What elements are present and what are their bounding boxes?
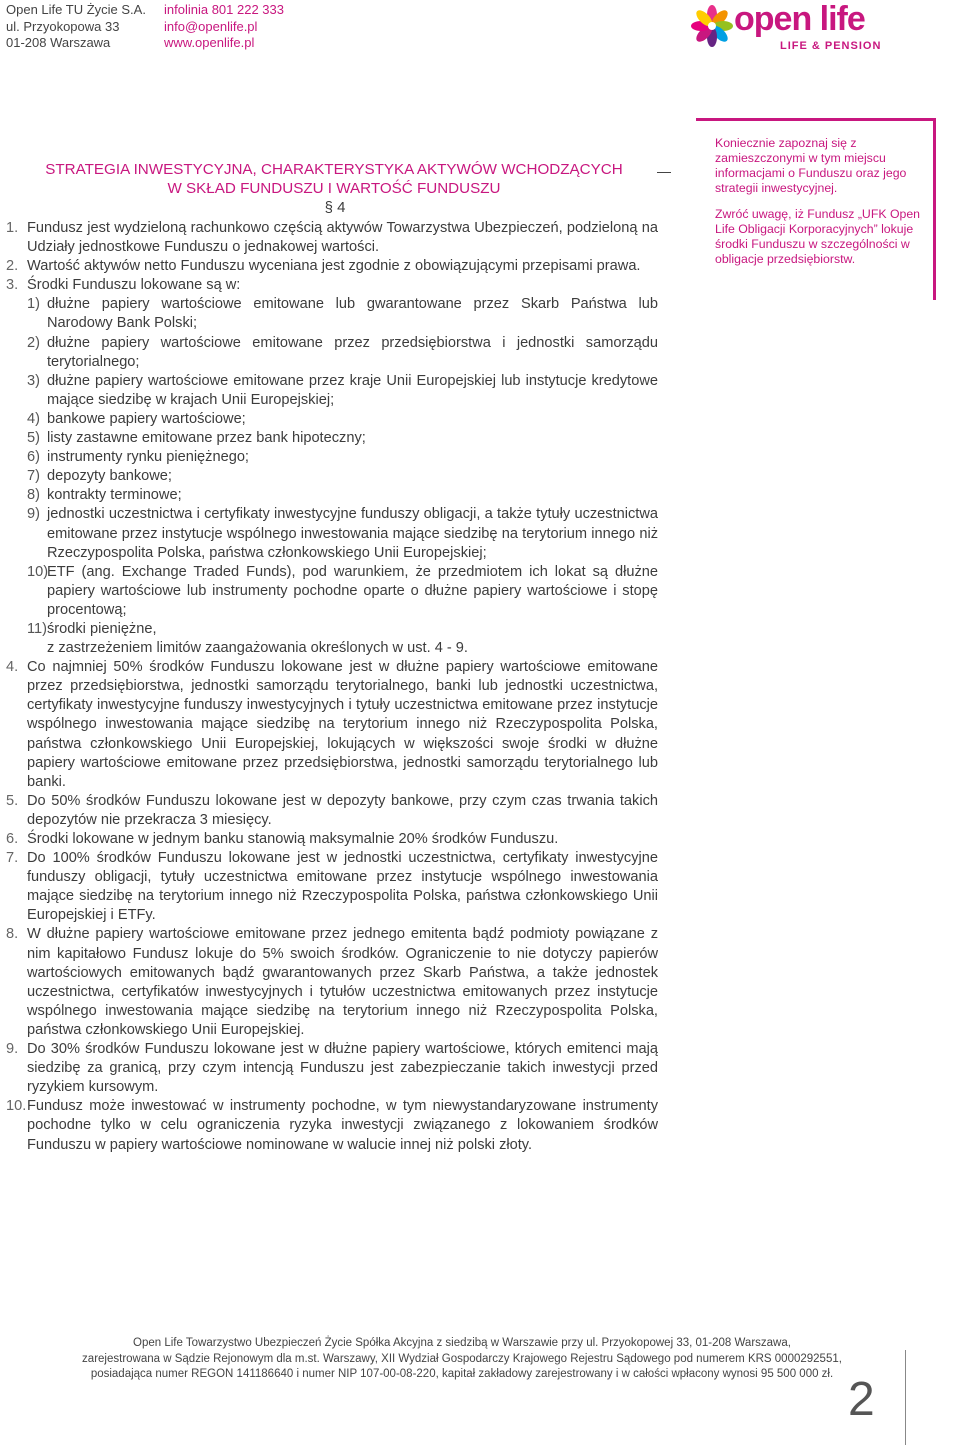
- sub-list-item: 9) jednostki uczestnictwa i certyfikaty inwestycyjne funduszy obligacji, a także tytuły uczestnictwa emitowane przez instytucje wspólnego inwestowania mające siedzibę na terytorium innego niż Rzeczypospolita Polska, państwa członkowskiego Unii Europejskiej;: [27, 506, 658, 561]
- list-item: 5. Do 50% środków Funduszu lokowane jest w depozyty bankowe, przy czym czas trwania takich depozytów nie przekracza 3 miesięcy.: [6, 792, 658, 828]
- company-street: ul. Przyokopowa 33: [6, 18, 120, 34]
- main-content: [6, 219, 658, 1155]
- sub-list-item: 1) dłużne papiery wartościowe emitowane lub gwarantowane przez Skarb Państwa lub Narodowy Bank Polski;: [27, 296, 658, 332]
- sidebar-note-2: Zwróć uwagę, iż Fundusz „UFK Open Life Obligacji Korporacyjnych” lokuje środki Funduszu w szczególności w obligacje przedsiębiorstw.: [715, 207, 921, 266]
- sub-list-item: 11) środki pieniężne,: [27, 620, 157, 637]
- company-contact: [164, 2, 284, 52]
- footer-line-3: posiadająca numer REGON 141186640 i numer NIP 107-00-08-220, kapitał zakładowy zarejestrowany i w całości wpłacony wynosi 95 500 000 zł.: [90, 1368, 834, 1381]
- open-life-logo: [690, 2, 890, 54]
- logo-text: open life: [734, 0, 865, 38]
- list-item: 4. Co najmniej 50% środków Funduszu lokowane jest w dłużne papiery wartościowe emitowane przez przedsiębiorstwa, jednostki samorządu terytorialnego, banki lub jednostki uczestnictwa, certyfikaty inwestycyjne funduszy inwestycyjnych i tytuły uczestnictwa emitowane przez instytucje wspólnego inwestowania mające siedzibę na terytorium innego niż Rzeczypospolita Polska, państwa członkowskiego Unii Europejskiej, lokujących w większości swoje środki w dłużne papiery wartościowe emitowane przez przedsiębiorstwa, jednostki samorządu terytorialnego lub banki.: [6, 659, 658, 790]
- list-item: 1. Fundusz jest wydzieloną rachunkowo częścią aktywów Towarzystwa Ubezpieczeń, podzieloną na Udziały jednostkowe Funduszu o jednakowej wartości.: [6, 220, 658, 256]
- company-name: Open Life TU Życie S.A.: [6, 2, 146, 17]
- flower-icon: [690, 4, 734, 48]
- title-line-1: STRATEGIA INWESTYCYJNA, CHARAKTERYSTYKA AKTYWÓW WCHODZĄCYCH: [45, 161, 623, 178]
- footer-line-2: zarejestrowana w Sądzie Rejonowym dla m.st. Warszawy, XII Wydział Gospodarczy Krajowego Rejestru Sądowego pod numerem KRS 0000292551,: [82, 1352, 842, 1365]
- document-title: [0, 160, 668, 198]
- list-item: 9. Do 30% środków Funduszu lokowane jest w dłużne papiery wartościowe, których emitenci mają siedzibę za granicą, przy czym intencją Funduszu jest zabezpieczanie takich inwestycji przed ryzykiem kursowym.: [6, 1041, 658, 1096]
- sub-list-item: 3) dłużne papiery wartościowe emitowane przez kraje Unii Europejskiej lub instytucje kredytowe mające siedzibę w krajach Unii Europejskiej;: [27, 372, 658, 408]
- sub-list-tail: z zastrzeżeniem limitów zaangażowania określonych w ust. 4 - 9.: [47, 640, 468, 657]
- logo-subtitle: LIFE & PENSION: [780, 40, 882, 52]
- section-number: § 4: [324, 199, 346, 216]
- sub-list-item: 8) kontrakty terminowe;: [27, 487, 182, 504]
- sub-list-item: 7) depozyty bankowe;: [27, 468, 172, 485]
- sidebar-note-1: Koniecznie zapoznaj się z zamieszczonymi w tym miejscu informacjami o Funduszu oraz jego strategii inwestycyjnej.: [715, 136, 907, 195]
- company-address: [6, 2, 146, 52]
- sub-list-item: 5) listy zastawne emitowane przez bank hipoteczny;: [27, 430, 366, 447]
- hotline: infolinia 801 222 333: [164, 2, 284, 17]
- sub-list-item: 10) ETF (ang. Exchange Traded Funds), pod warunkiem, że przedmiotem ich lokat są dłużne papiery wartościowe lub instrumenty pochodne oparte o dłużne papiery wartościowe i stopę procentową;: [27, 563, 658, 618]
- footer-legal: [62, 1336, 862, 1383]
- list-item: 8. W dłużne papiery wartościowe emitowane przez jednego emitenta bądź podmioty powiązane z nim kapitałowo Fundusz lokuje do 5% swoich środków. Ograniczenie to nie dotyczy papierów wartościowych emitowanych bądź gwarantowanych przez Skarb Państwa, a także jednostek uczestnictwa, certyfikatów inwestycyjnych i tytułów uczestnictwa emitowanych przez instytucje wspólnego inwestowania mające siedzibę na terytorium innego niż Rzeczypospolita Polska, państwa członkowskiego Unii Europejskiej.: [6, 926, 658, 1038]
- website-link[interactable]: www.openlife.pl: [164, 35, 255, 50]
- page-number: 2: [848, 1373, 875, 1426]
- list-item: 10. Fundusz może inwestować w instrumenty pochodne, w tym niewystandaryzowane instrumenty pochodne tylko w celu ograniczenia ryzyka inwestycji związanego z lokowaniem środków Funduszu w papiery wartościowe nominowane w walucie innej niż polski złoty.: [6, 1098, 658, 1153]
- title-rule: [657, 172, 671, 173]
- sub-list-item: 6) instrumenty rynku pieniężnego;: [27, 449, 249, 466]
- list-item: 6. Środki lokowane w jednym banku stanowią maksymalnie 20% środków Funduszu.: [6, 831, 559, 847]
- list-item: 2. Wartość aktywów netto Funduszu wyceniana jest zgodnie z obowiązującymi przepisami prawa.: [6, 258, 641, 275]
- sub-list-item: 2) dłużne papiery wartościowe emitowane przez przedsiębiorstwa i jednostki samorządu terytorialnego;: [27, 334, 658, 370]
- sub-list-item: 4) bankowe papiery wartościowe;: [27, 410, 246, 427]
- footer-divider: [905, 1350, 906, 1445]
- footer-line-1: Open Life Towarzystwo Ubezpieczeń Życie Spółka Akcyjna z siedzibą w Warszawie przy ul. Przyokopowej 33, 01-208 Warszawa,: [133, 1337, 791, 1349]
- title-line-2: W SKŁAD FUNDUSZU I WARTOŚĆ FUNDUSZU: [167, 180, 501, 197]
- list-item: 3. Środki Funduszu lokowane są w: 1) dłużne papiery wartościowe emitowane lub gwarantowane przez Skarb Państwa lub Narodowy Bank Polski; 2) dłużne papiery wartościowe emitowane przez przedsiębiorstwa i jednostki samorządu terytorialnego; 3) dłużne papiery wartościowe emitowane przez kraje Unii Europejskiej lub instytucje kredytowe mające siedzibę w krajach Unii Europejskiej; 4) bankowe papiery wartościowe; 5) listy zastawne emitowane przez bank hipoteczny; 6) instrumenty rynku pieniężnego; 7) depozyty bankowe; 8) kontrakty terminowe; 9) jednostki uczestnictwa i certyfikaty inwestycyjne funduszy obligacji, a także tytuły uczestnictwa emitowane przez instytucje wspólnego inwestowania mające siedzibę na terytorium innego niż Rzeczypospolita Polska, państwa członkowskiego Unii Europejskiej; 10) ETF (ang. Exchange Traded Funds), pod warunkiem, że przedmiotem ich lokat są dłużne papiery wartościowe lub instrumenty pochodne oparte o dłużne papiery wartościowe i stopę procentową; 11) środki pieniężne, z zastrzeżeniem limitów zaangażowania określonych w ust. 4 - 9.: [6, 276, 658, 658]
- email-link[interactable]: info@openlife.pl: [164, 18, 258, 34]
- company-city: 01-208 Warszawa: [6, 35, 111, 50]
- list-item: 7. Do 100% środków Funduszu lokowane jest w jednostki uczestnictwa, certyfikaty inwestycyjne funduszy obligacji, tytuły uczestnictwa emitowane przez instytucje wspólnego inwestowania mające siedzibę na terytorium innego niż Rzeczypospolita Polska, państwa członkowskiego Unii Europejskiej i ETFy.: [6, 850, 658, 924]
- sidebar-note: [715, 136, 930, 278]
